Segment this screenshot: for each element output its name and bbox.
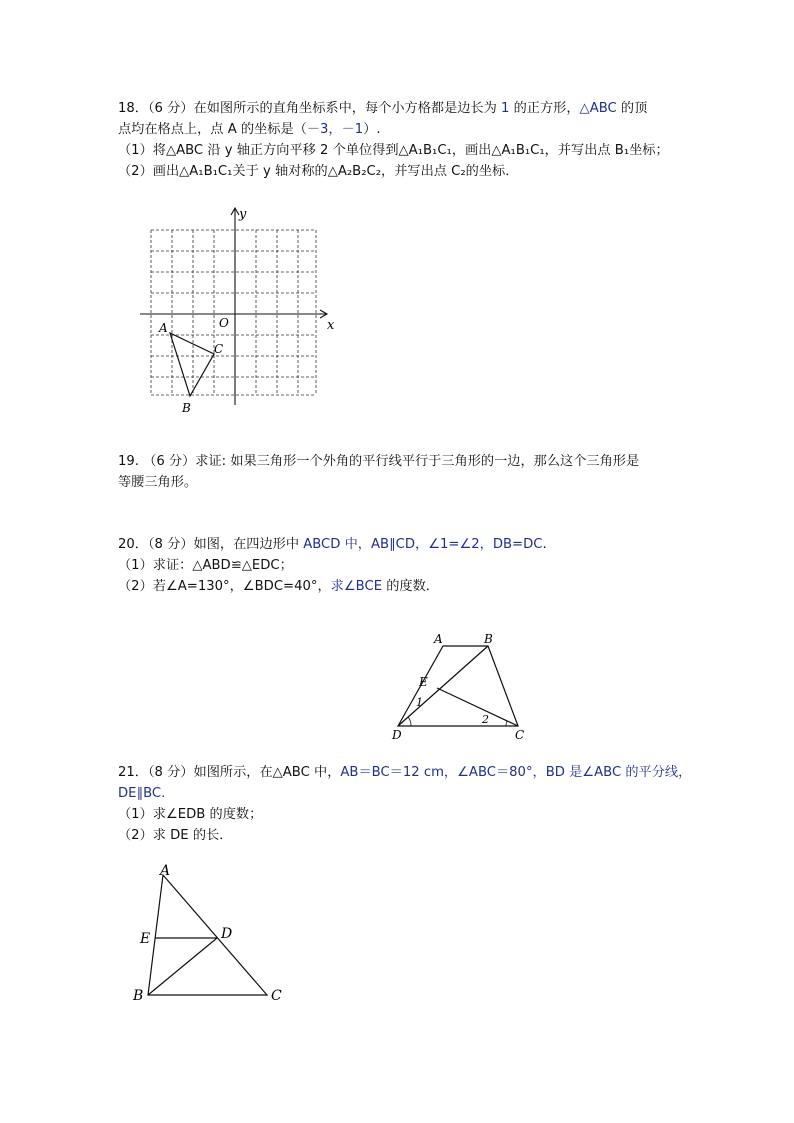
q21-line-4: （2）求 DE 的长． bbox=[118, 828, 233, 843]
point-b-label: B bbox=[182, 401, 191, 415]
q21-point-a: A bbox=[160, 863, 171, 879]
q20-point-c: C bbox=[515, 728, 525, 742]
q21-point-d: D bbox=[221, 926, 233, 942]
q20-point-e: E bbox=[419, 675, 428, 689]
q21-point-e: E bbox=[140, 931, 151, 947]
question-19 bbox=[118, 451, 688, 493]
quadrilateral-abcd bbox=[398, 646, 518, 726]
q19-line-2: 等腰三角形。 bbox=[118, 475, 198, 490]
q20-point-b: B bbox=[484, 632, 493, 646]
point-c-label: C bbox=[214, 342, 224, 356]
q18-grid bbox=[151, 230, 316, 395]
triangle-abc bbox=[170, 333, 214, 396]
q18-line-4: （2）画出△A₁B₁C₁关于 y 轴对称的△A₂B₂C₂，并写出点 C₂的坐标． bbox=[118, 164, 519, 179]
y-axis-label: y bbox=[239, 207, 247, 222]
q18-line-2: 点均在格点上，点 A 的坐标是（－3，－1）. bbox=[118, 122, 381, 137]
question-18 bbox=[118, 98, 688, 182]
segment-db bbox=[398, 646, 488, 726]
q21-line-2: DE∥BC. bbox=[118, 786, 166, 801]
q20-line-1: 20．（8 分）如图，在四边形中 ABCD 中，AB∥CD，∠1=∠2，DB=DC. bbox=[118, 537, 547, 552]
triangle-abc bbox=[148, 875, 267, 995]
q20-line-2: （1）求证：△ABD≌△EDC； bbox=[118, 558, 293, 573]
q20-angle-1: 1 bbox=[416, 696, 423, 709]
q21-line-1: 21．（8 分）如图所示，在△ABC 中，AB＝BC＝12 cm，∠ABC＝80°，BD 是∠ABC 的平分线， bbox=[118, 765, 692, 780]
q20-point-a: A bbox=[434, 632, 443, 646]
point-a-label: A bbox=[159, 321, 168, 335]
question-21 bbox=[118, 762, 692, 846]
q21-point-c: C bbox=[271, 988, 282, 1004]
q20-angle-2: 2 bbox=[482, 713, 489, 726]
q21-point-b: B bbox=[133, 988, 144, 1004]
segment-bd bbox=[148, 938, 217, 995]
x-axis-label: x bbox=[327, 318, 335, 333]
q20-line-3: （2）若∠A=130°，∠BDC=40°，求∠BCE 的度数． bbox=[118, 579, 439, 594]
q18-line-3: （1）将△ABC 沿 y 轴正方向平移 2 个单位得到△A₁B₁C₁，画出△A₁B₁C₁，并写出点 B₁坐标； bbox=[118, 143, 669, 158]
origin-label: O bbox=[219, 316, 229, 330]
angle-2-arc bbox=[506, 721, 507, 726]
angle-1-arc bbox=[408, 717, 411, 726]
q19-line-1: 19. （6 分）求证: 如果三角形一个外角的平行线平行于三角形的一边，那么这个三角形是 bbox=[118, 454, 640, 469]
q20-quadrilateral-figure bbox=[385, 628, 535, 743]
q18-line-1: 18．（6 分）在如图所示的直角坐标系中，每个小方格都是边长为 1 的正方形，△ABC 的顶 bbox=[118, 101, 648, 116]
q21-triangle-figure bbox=[130, 860, 295, 1010]
q18-coordinate-figure bbox=[130, 200, 350, 420]
q20-point-d: D bbox=[392, 728, 402, 742]
q21-line-3: （1）求∠EDB 的度数； bbox=[118, 807, 263, 822]
question-20 bbox=[118, 534, 688, 597]
